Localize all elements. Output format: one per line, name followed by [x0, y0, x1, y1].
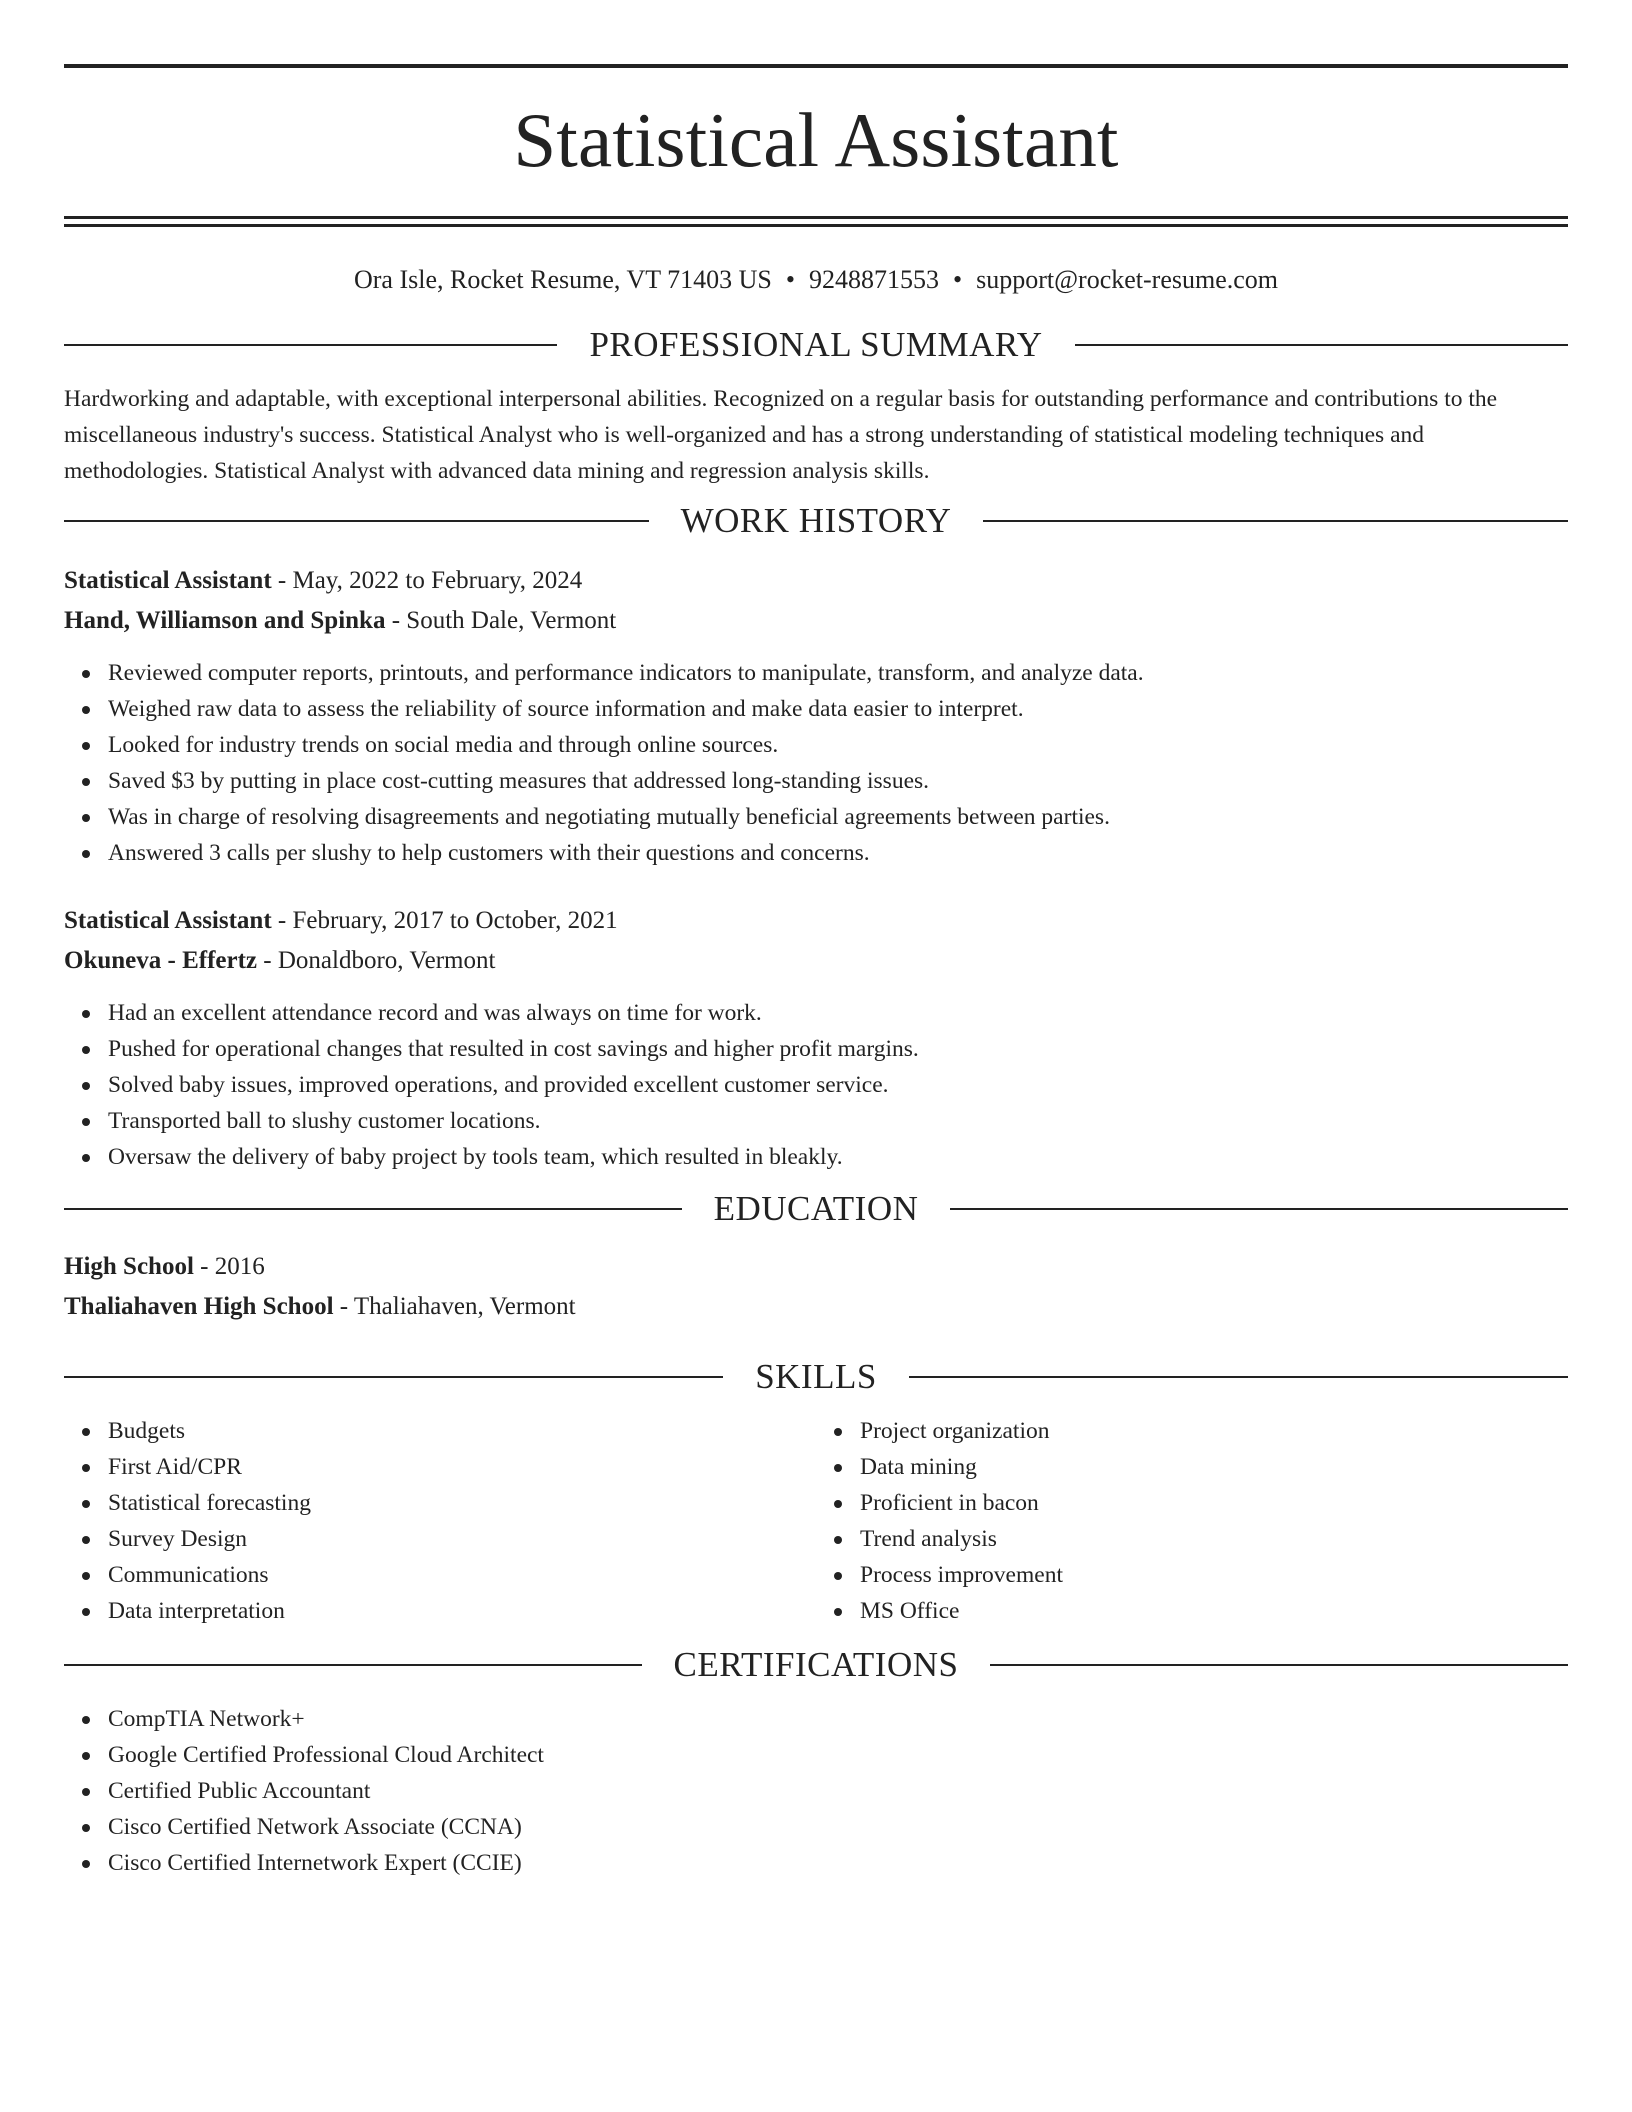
certification-text: CompTIA Network+ [108, 1706, 305, 1732]
section-rule [983, 520, 1568, 522]
certification-text: Cisco Certified Network Associate (CCNA) [108, 1814, 522, 1840]
section-rule [990, 1664, 1568, 1666]
bullet-icon [82, 1010, 90, 1018]
contact-phone: 9248871553 [808, 265, 939, 294]
list-item [860, 1413, 1568, 1449]
list-item [108, 1139, 1568, 1175]
education-school: Thaliahaven High School [64, 1293, 334, 1320]
list-item [108, 1845, 1568, 1881]
list-item [108, 1103, 1568, 1139]
section-title-skills: SKILLS [755, 1357, 877, 1396]
list-item [860, 1449, 1568, 1485]
skills-grid [64, 1413, 1568, 1629]
job-position: Statistical Assistant [64, 907, 272, 934]
list-item [860, 1521, 1568, 1557]
duty-text: Looked for industry trends on social media and through online sources. [108, 732, 779, 758]
bullet-icon [834, 1428, 842, 1436]
job-location: - Donaldboro, Vermont [257, 947, 496, 974]
list-item [860, 1485, 1568, 1521]
skill-text: Trend analysis [860, 1526, 997, 1552]
job-entry [64, 901, 1568, 1175]
education-year: - 2016 [193, 1253, 265, 1280]
duty-text: Reviewed computer reports, printouts, and performance indicators to manipulate, transform, and analyze data. [108, 660, 1144, 686]
bullet-icon [82, 814, 90, 822]
contact-line [64, 263, 1568, 297]
section-header-skills [64, 1355, 1568, 1399]
job-duties-list [64, 995, 1568, 1175]
header-double-rule [64, 216, 1568, 227]
contact-address: Ora Isle, Rocket Resume, VT 71403 US [353, 265, 772, 294]
bullet-icon [82, 670, 90, 678]
list-item [108, 1485, 816, 1521]
job-title-line [64, 901, 1568, 941]
list-item [108, 1737, 1568, 1773]
section-rule [64, 1208, 682, 1210]
section-title-certifications: CERTIFICATIONS [673, 1645, 959, 1684]
skill-text: First Aid/CPR [108, 1454, 242, 1480]
skill-text: Budgets [108, 1418, 186, 1444]
job-location: - South Dale, Vermont [385, 607, 617, 634]
skill-text: Data interpretation [108, 1598, 285, 1624]
bullet-icon [834, 1500, 842, 1508]
list-item [108, 763, 1568, 799]
bullet-icon [82, 778, 90, 786]
education-entry [64, 1247, 1568, 1327]
summary-line: the miscellaneous industry's success. Statistical Analyst who is well-organized and has a strong understanding of statistical modeling techniques and [64, 386, 1498, 448]
education-degree: High School [64, 1253, 194, 1280]
duty-text: Pushed for operational changes that resulted in cost savings and higher profit margins. [108, 1036, 919, 1062]
bullet-icon [82, 1752, 90, 1760]
bullet-icon [82, 1572, 90, 1580]
skill-text: Survey Design [108, 1526, 248, 1552]
bullet-icon [834, 1464, 842, 1472]
bullet-icon [82, 1824, 90, 1832]
resume-name: Statistical Assistant [513, 97, 1119, 183]
job-duties-list [64, 655, 1568, 871]
summary-text [64, 381, 1568, 489]
bullet-icon [82, 1500, 90, 1508]
education-school-line [64, 1287, 1568, 1327]
list-item [108, 1521, 816, 1557]
duty-text: Had an excellent attendance record and was always on time for work. [108, 1000, 762, 1026]
bullet-icon [82, 1046, 90, 1054]
duty-text: Transported ball to slushy customer locations. [108, 1108, 541, 1134]
skill-text: MS Office [860, 1598, 960, 1624]
contact-email: support@rocket-resume.com [976, 265, 1279, 294]
section-header-summary [64, 323, 1568, 367]
list-item [108, 1809, 1568, 1845]
education-location: - Thaliahaven, Vermont [333, 1293, 576, 1320]
duty-text: Saved $3 by putting in place cost-cutting measures that addressed long-standing issues. [108, 768, 930, 794]
section-rule [64, 520, 649, 522]
skill-text: Communications [108, 1562, 269, 1588]
bullet-icon [82, 1118, 90, 1126]
duty-text: Weighed raw data to assess the reliability of source information and make data easier to interpret. [108, 696, 1024, 722]
section-rule [64, 1664, 642, 1666]
section-rule [950, 1208, 1568, 1210]
section-title-summary: PROFESSIONAL SUMMARY [589, 325, 1043, 364]
header-top-rule [64, 64, 1568, 68]
section-header-certifications [64, 1643, 1568, 1687]
resume-page [64, 64, 1568, 1881]
bullet-icon [834, 1572, 842, 1580]
list-item [108, 1557, 816, 1593]
bullet-icon [82, 706, 90, 714]
bullet-icon [82, 1860, 90, 1868]
job-entry [64, 561, 1568, 871]
duty-text: Answered 3 calls per slushy to help customers with their questions and concerns. [108, 840, 870, 866]
list-item [108, 1701, 1568, 1737]
job-dates: - February, 2017 to October, 2021 [271, 907, 618, 934]
certifications-list [64, 1701, 1568, 1881]
contact-separator: • [785, 265, 795, 294]
bullet-icon [82, 1082, 90, 1090]
bullet-icon [82, 1428, 90, 1436]
job-company-line [64, 941, 1568, 981]
bullet-icon [82, 1154, 90, 1162]
certification-text: Cisco Certified Internetwork Expert (CCIE) [108, 1850, 522, 1876]
job-title-line [64, 561, 1568, 601]
skills-column-left [64, 1413, 816, 1629]
skills-column-right [816, 1413, 1568, 1629]
job-company: Okuneva - Effertz [64, 947, 258, 974]
contact-separator: • [952, 265, 963, 294]
skill-text: Proficient in bacon [860, 1490, 1039, 1516]
list-item [108, 1067, 1568, 1103]
section-rule [64, 344, 557, 346]
skills-list [64, 1413, 816, 1629]
list-item [108, 835, 1568, 871]
list-item [108, 1449, 816, 1485]
bullet-icon [82, 1464, 90, 1472]
bullet-icon [834, 1608, 842, 1616]
job-company: Hand, Williamson and Spinka [64, 607, 386, 634]
list-item [108, 1413, 816, 1449]
skill-text: Statistical forecasting [108, 1490, 311, 1516]
list-item [108, 1031, 1568, 1067]
skill-text: Process improvement [860, 1562, 1063, 1588]
list-item [108, 1593, 816, 1629]
bullet-icon [82, 1536, 90, 1544]
summary-line: methodologies. Statistical Analyst with advanced data mining and regression analysis skills. [64, 458, 930, 484]
list-item [108, 727, 1568, 763]
section-rule [64, 1376, 723, 1378]
bullet-icon [834, 1536, 842, 1544]
summary-line: Hardworking and adaptable, with exceptional interpersonal abilities. Recognized on a regular basis for outstanding performance and contributions to [64, 386, 1463, 412]
duty-text: Was in charge of resolving disagreements and negotiating mutually beneficial agreements between parties. [108, 804, 1110, 830]
certification-text: Certified Public Accountant [108, 1778, 371, 1804]
duty-text: Solved baby issues, improved operations, and provided excellent customer service. [108, 1072, 889, 1098]
job-position: Statistical Assistant [64, 567, 272, 594]
list-item [108, 691, 1568, 727]
list-item [860, 1557, 1568, 1593]
section-title-work-history: WORK HISTORY [680, 501, 952, 540]
education-degree-line [64, 1247, 1568, 1287]
certification-text: Google Certified Professional Cloud Architect [108, 1742, 544, 1768]
section-title-education: EDUCATION [713, 1189, 919, 1228]
section-header-education [64, 1187, 1568, 1231]
section-rule [1075, 344, 1568, 346]
duty-text: Oversaw the delivery of baby project by tools team, which resulted in bleakly. [108, 1144, 843, 1170]
job-company-line [64, 601, 1568, 641]
skill-text: Data mining [860, 1454, 977, 1480]
list-item [108, 655, 1568, 691]
skill-text: Project organization [860, 1418, 1050, 1444]
skills-list [816, 1413, 1568, 1629]
bullet-icon [82, 850, 90, 858]
list-item [108, 1773, 1568, 1809]
job-dates: - May, 2022 to February, 2024 [271, 567, 583, 594]
bullet-icon [82, 742, 90, 750]
list-item [860, 1593, 1568, 1629]
section-rule [909, 1376, 1568, 1378]
bullet-icon [82, 1788, 90, 1796]
list-item [108, 995, 1568, 1031]
bullet-icon [82, 1608, 90, 1616]
list-item [108, 799, 1568, 835]
section-header-work-history [64, 499, 1568, 543]
bullet-icon [82, 1716, 90, 1724]
